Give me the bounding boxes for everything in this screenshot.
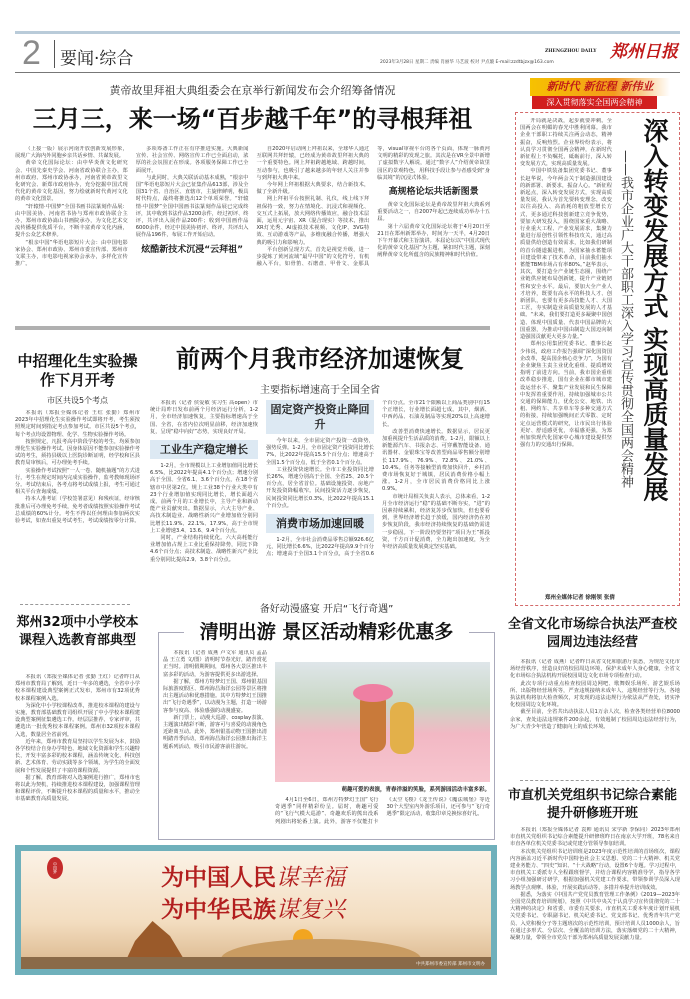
tourism-body: [163, 650, 267, 780]
feature-banner-top: 新时代 新征程 新伟业: [530, 78, 670, 96]
top-story-kicker: 黄帝故里拜祖大典组委会在京举行新闻发布会介绍筹备情况: [109, 84, 396, 97]
tourism-kicker: 备好动漫盛宴 开启“飞行奇遇”: [259, 604, 394, 615]
slogan-text: 为中华民族: [161, 897, 276, 923]
paragraph: （上接一版）展示河南开放创新发展形象，展现广大海内外同胞乡亲共话乡情、共谋发展。: [15, 146, 128, 160]
paragraph: 新门票上，动漫大巡游、cosplay表演、主题演出精彩不断，游客可与喜爱的动漫角色近距离互动。此外，郑州银基动物王国推出清明踏青季活动，郑州海昌海洋公园推出海洋主题系列活动，吸引市民游客前往游玩。: [163, 714, 267, 750]
paragraph: 1-2月，全市社会消费品零售总额926.6亿元，同比增长6.6%，比2022年提高9.9个百分点；增速高于全国3.1个百分点，高于全省0.6个百分点。全市21个限额以上商品类别中有15个正增长，行业增长面超七成。其中，烟酒、中西药品、石油及制品等实现20%以上高速增长。: [266, 400, 490, 558]
slogan-script: 谋幸福: [276, 865, 345, 891]
banner-credit: 中共郑州市委宣传部 郑州市文明办: [416, 962, 485, 967]
paragraph: 本报讯（郑报全媒体记者 袁帅 通讯员 宋学新 李保同）2023年郑州市直机关党组织书记综合素能提升研修班昨日在南京大学开班，78名来自市直各单位机关党委书记或党建分管领导参加培训。: [510, 827, 680, 848]
tourism-headline: 清明出游 景区活动精彩优惠多: [184, 619, 469, 645]
cadre-body: [510, 827, 680, 977]
paragraph: 黄帝文化国际论坛是黄帝故里拜祖大典系列重要活动之一，自2007年起已连续成功举办十五届。: [377, 202, 490, 223]
header-rule: [15, 72, 680, 73]
cadre-headline: 市直机关党组织书记综合素能提升研修班开班: [507, 788, 677, 821]
subheading: 消费市场加速回暖: [266, 514, 374, 533]
culture-headline: 全省文化市场综合执法严查校园周边违法经营: [507, 617, 677, 650]
paragraph: 4月1日至6日，郑州方特梦幻王国“飞行奇遇季”同样精彩纷呈。届时，萌趣可爱的“飞行气模大巡游”、奇趣欢乐的熊出没系列剧出将轮番上演。此外，游客不仅能打卡《太空飞梭》《龙王传说》《魔法城堡》等近30个大型室内外游乐项目，还可参与“飞行奇遇季”限定活动，收集印章兑换惊喜好礼。: [275, 797, 490, 825]
paragraph: 自2020年启动网上拜祖以来，全球华人通过互联网共拜轩辕，已经成为黄帝故里拜祖大典的一个重要特色。网上拜祖跨越地域、跨越时间，互动参与，也吸引了越来越多的年轻人关注并参与到拜祖大典中来。: [256, 146, 370, 181]
feature-byline: 郑州全媒体记者 徐刚领 张倩: [545, 595, 615, 601]
paragraph: 郑州公用集团党委书记、董事长赵少伟说，政府工作报告强调“深化国资国企改革，提高国企核心竞争力”，为国有企业聚焦主责主业优化重组、提质增效指明了前进方向。当前，我市国企重组改革稳步推进，国有企业在都市城市建设运营水平、聚集产业发展和民生保障中发挥着重要作用，持续加强城市公共交通的保障能力，优化公交、地铁、出租、网约车、共享单车等多种交通方式的衔接，持续加强晚间正式零散、定时定点运营模式的研究，让市民出行体验更好、舒适感更优，幸福感更强，为郑州加快现代化国家中心城市建设提供坚强有力的交通出行保障。: [520, 341, 612, 449]
subheading: 高规格论坛共话新图景: [388, 187, 479, 198]
economy-subtitle: 主要指标增速高于全国全省: [260, 385, 380, 396]
slogan-line-1: [161, 859, 345, 892]
culture-body: [510, 659, 680, 774]
tourism-photo: [275, 662, 490, 782]
feature-banner-sub: 深入贯彻落实全国两会精神: [532, 96, 657, 109]
paragraph: 黄帝文化国际论坛：由中华炎黄文化研究会、中国先秦史学会、河南省政协联合主办，郑州市政府、郑州市政协承办，河南省黄帝故里文化研究会、新郑市政府协办，充分挖掘中国式现代化的黄帝文化基因，努力绘就新时代黄河文化的黄帝文化图景。: [15, 160, 128, 203]
paragraph: “轩辕情·中国梦”全国书画书法篆刻作品展：由中国美协、河南省书协与郑州市政协联合主办，郑州市政协嵩山书画院承办，为文化艺术交流传播提供优质平台，不断丰富黄帝文化内涵，提升公众艺术修养。: [15, 203, 128, 239]
paragraph: 本报讯（记者 成燕）记者昨日从省文化和旅游厅获悉，为规范文化市场经营秩序，营造良好的校园周边环境，保护未成年人身心健康，全省文化市场综合执法机构开展校园周边文化市场专项检查行动。: [510, 659, 680, 680]
paragraph: 近年来，郑州市教育局坚持以学生发展为本，鼓励各学校结合自身办学特色、地域文化资源和学生兴趣特长，开发丰富多彩的校本课程，涵盖传统文化、科技创新、艺术体育、劳动实践等多个领域，为学生的全面发展和个性发展提供了丰富的课程资源。: [15, 738, 140, 774]
divider: [20, 604, 130, 605]
paragraph: 实验操作考试按照“一人一卷、随机抽题”的方式进行，考生在规定时间内完成实验操作，监考教师现场评分。考试结束后，各考点将考试成绩上报，考生可通过相关平台查询成绩。: [15, 467, 140, 496]
paragraph: 多项筹备工作正在有序推进实施。大典新闻宣传、社会宣传、网络宣传工作已全面启动，浓厚的社会氛围正在形成。各项服务保障工作已全面展开。: [135, 146, 249, 174]
economy-body: [150, 400, 490, 570]
paragraph: 本报讯（记者 成燕 卢文军 通讯员 孟晶晶 王立勇 文/图）清明时节春光好，踏青赏花正当时。清明假期期间，郑州各大景区推出丰富多彩的活动，为游客提供更多出游选择。: [163, 650, 267, 678]
paragraph: 据悉，为落实《中国共产党党员教育管理工作条例》《2019—2023年全国党员教育培训规划》，按照《中共中央关于认真学习宣传贯彻党的二十大精神的决定》和省委、市委有关要求，市直机关工委本年度计划开展机关党委书记、专职副书记、机关纪委书记、党支部书记、优秀青年共产党员、入党积极分子等主题班次的示范性培训，预计培训人员1000余人，旨在通过多形式、分层次、全覆盖的培训方法，落实落细党的二十大精神，凝聚力量，带领全市党员干部为郑州高质量发展贡献力量。: [510, 891, 680, 942]
paragraph: 据了解，郑州方特梦幻王国、郑州银基国际旅游度假区、郑州海昌海洋公园等景区将推出主题活动和优惠措施。其中方特梦幻王国推出“飞行奇遇季”，以动漫为主题，打造一场游客参与度高、体验感强的动漫盛宴。: [163, 678, 267, 714]
paragraph: 截至目前，全省共出动执法人员1万余人次，检查各类经营单位8000余家，查处违法违规案件200余起，有效遏制了校园周边违法经营行为，为广大青少年营造了健康向上的成长环境。: [510, 709, 680, 730]
curriculum-headline: 郑州32项中小学校本课程入选教育部典型: [16, 615, 139, 648]
public-service-banner: [15, 845, 497, 975]
paragraph: 按照规定，凡报考高中阶段学校的考生，均须参加理化生实验操作考试。因身体原因不能参加实验操作考试的考生，须持县级以上医院诊断证明，经学校和区县教育局审核后，可办理免考手续。: [15, 438, 140, 467]
paragraph: 1-2月，全市规模以上工业增加值同比增长6.5%，比2022年提高4.1个百分点；增速分别高于全国、全省6.1、3.6个百分点，在18个省辖市中居第2位。规上工业38个行业大类中有23个行业增加值实现同比增长，增长面超六成。前两个月的工业增长中，主导产业和新动能产业贡献突出。数据显示，六大主导产业、高技术制造业、战略性新兴产业增加值分别同比增长11.9%、22.1%、17.9%，高于全市规上工业增速3.4、13.6、9.4个百分点。: [150, 463, 258, 534]
subheading: 工业生产稳定增长: [150, 440, 258, 459]
top-story-headline: 三月三，来一场“百步越千年”的寻根拜祖: [32, 105, 473, 133]
exam-subtitle: 市区共设5个考点: [46, 396, 109, 405]
english-name: ZHENGZHOU DAILY: [545, 49, 597, 54]
newspaper-logo: 郑州日报: [610, 42, 678, 62]
divider: [54, 40, 55, 68]
dateline: 2023年3月28日 星期二 责编 肖丽华 马艺波 校对 尹点璇 E-mail:zzdtbjzx@163.com: [380, 60, 554, 65]
paragraph: 今年以来，全市固定资产投资一改降势，强势反弹。1-2月，全市固定资产投资同比增长7%，比2022年提高15.5个百分点；增速高于全国1.5个百分点，低于全省0.1个百分点。: [266, 438, 374, 466]
paragraph: 中国中铁装备集团党委书记、董事长赵华说，今年两会关于制造强国建设的新部署、新要求，振奋人心。“新征程新起点，深入转变发展方式，实现高质量发展，我认为首先要转变理念，改变以往高投入、高消耗的粗放型增长方式，更多通过科技创新建立竞争优势，要加大研发投入，围绕国家重大战略、行业重大工程、产业发展需求，集聚力量进行原创性引领性科技攻关，通过高质量供给创造有效需求，比如我们研制的首台隧道掘进机，为国家抽水蓄能项目建设带来了技术革命，目前我们抽水蓄能TBM市场占有率80%。”赵华表示，其次，要打造全产业链生态圈，围绕产业链供应链布局创新链，提升产业链韧性和安全水平。最后，要加大全产业人才培养，既要有高水平的科技人才、创新团队，也要有更多高技能人才、大国工匠，夯实制造业高质量发展的人才基础。“未来，我们要打造更多凝聚中国创造、体现中国质量、代表中国品牌的大国重器，为推动中国由制造大国迈向制造强国贡献更大更多力量。”: [520, 168, 612, 341]
paragraph: 与此同时，大典关联活动基本成熟，“根亲中国”华语电影短片大会已征集作品613部，涉及全国31个省、自治区、直辖市，主旋律鲜明，极具时代特点，最终将推选出12个单项荣誉。“轩辕情·中国梦”全国中国画书法篆刻作品展已完成终评，其中收到书法作品3200余件，经过初评、终评，共评出入展作品200件；收到中国画作品6000余件，经过中国美协初评、终评，共评出入展作品196件，布展工作开始启动。: [135, 174, 249, 239]
paragraph: 开局就是决战，起步就要冲刺。全国两会在明媚的春光中胜利闭幕。我市企业干部职工持续关注两会动态，精神振奋，反响热烈。企业界纷纷表示，将认真学习贯彻全国两会精神，在新时代新征程上不负嘱托，砥砺前行，深入转变发展方式，实现高质量发展。: [520, 118, 612, 168]
paragraph: 据了解，教育部将对入选案例进行推广，郑州市也将以此为契机，持续推进校本课程建设，加强课程管理和课程评价，不断提升校本课程的质量和水平，推动全市基础教育高质量发展。: [15, 774, 140, 803]
slogan-text: 为中国人民: [161, 865, 276, 891]
photo-caption: 萌趣可爱的表演，青春洋溢的笑脸，系列游园活动丰富多彩。: [341, 787, 490, 793]
paragraph: 网上拜祖平台按照礼制、礼仪，线上线下拜祖保持一致，努力在情境化、沉浸式和视频化、交互式上拓展，放大网络传播效应，融合技术层面，运用元宇宙、XR（混合现实）等技术，推出XR灯光秀、AI虚拟技术视频、文化IP、3VG特效、互动游戏等产品，多维度融合传播，增强大典的吸引力和影响力。: [256, 196, 370, 246]
economy-headline: 前两个月我市经济加速恢复: [176, 345, 464, 373]
paragraph: 本报讯（郑报全媒体记者 张勤 王红）记者昨日从郑州市教育局了解到，近日一年多的遴选，全省中小学校本课程建设典型案例正式发布，郑州市有32项优秀校本课程案例入选。: [15, 674, 140, 702]
divider: [520, 780, 670, 781]
paragraph: 第十六届黄帝文化国际论坛将于4月20日至21日在郑州新郑举办，时间为一天半，4月20日下午开幕式和主旨演讲。本届论坛以“中国式现代化的黄帝文化基因”为主题，紧扣时代主题，深刻阐释黄帝文化所蕴含的民族精神和时代价值。: [377, 223, 490, 259]
feature-body: [520, 118, 612, 588]
feature-subtitle: ——我市企业广大干部职工深入学习宣传贯彻全国两会精神: [618, 150, 633, 488]
page-number: 2: [22, 34, 41, 72]
top-story-body: [15, 146, 490, 322]
heart-balloon-icon: [353, 684, 393, 702]
paragraph: 本次机关党组织书记培训班是2023年度示范性培训的首场班次，课程内容涵盖习近平新时代中国特色社会主义思想、党的二十大精神、机关党建业务能力、“四史”知识、“十大战略”行动，设置6个专题。学习过程中，市直机关工委派专人全程跟班督学，并结合课程内容精准导学，指导各学习小组加强研讨研学，根据加强机关党建工作要求，带领参训学员深入现场教学点观摩、体验，开展实践活动等，多措并举提升培训成效。: [510, 848, 680, 891]
paragraph: 改善型消费快速增长。数据显示，居民更加重视提升生活品质的消费。1-2月，限额以上新能源汽车、书报杂志、可穿戴智能设备、通讯器材、金银珠宝等改善型商品零售额分别增长117.9%、76.9%、72.8%、21.0%、10.4%。任务等接触型消费加快回升，乡村消费市场恢复好于城镇，居民消费价格小幅上涨。1-2月，全市居民消费价格同比上涨0.9%。: [382, 428, 490, 493]
top-rule: [15, 31, 680, 34]
feature-headline: 深入转变发展方式 实现高质量发展: [640, 118, 669, 502]
tourism-body-2: [275, 797, 490, 835]
paragraph: 本报讯（记者 侯爱敏 实习生 高open）市统计局昨日发布前两个月经济运行分析，1-2月，全市经济加速恢复，主要指标增速高于全国、全省，在省内位次明显前移，经济加速恢复，呈现“稳中向好”态势，实现良好开局。: [150, 400, 258, 435]
exam-body: [15, 410, 140, 596]
paragraph: 平台创新呈现方式，首先是视觉升级，进一步提炼了黄河流域“最早中国”的文化符号，有机融入平台，如骨笛、石磨盘、甲骨文、金那具等，visual审视平台的各个页面，体现一脉黄河文明的精彩的发现之旅。其次是在VR全景中新增了虚拟数字人解说，通过“数字人”介绍黄帝故里园区的景观特色，用科技手段让参与者感受到“身临其境”的沉浸式体验。: [256, 146, 490, 268]
paragraph: 同时，产业结构持续优化。六大高耗能行业增加值占规上工业比重保持降势，同比下降4.6个百分点；高技术制造、战略性新兴产业比重分别同比提高2.9、3.8个百分点。: [150, 535, 258, 563]
slogan-script: 谋复兴: [276, 897, 345, 923]
paragraph: 工业投资快速增长。全市工业投资同比增长26%，增速分别高于全国、全省25、20.5个百分点，居全省首位。基础设施投资、房地产开发投资降幅收窄。民间投资活力逐步恢复，民间投资同比增长0.3%，比2022年提高15.1个百分点。: [266, 466, 374, 509]
paragraph: “根亲中国”华语电影短片大会：由中国电影家协会、郑州市政协、郑州市委宣传部、郑州市文联主办，市电影电视家协会承办，多样化宣传推广。: [15, 239, 128, 268]
exam-headline: 中招理化生实验操作下月开考: [17, 352, 138, 389]
section-divider: [15, 326, 490, 330]
paragraph: 本报讯（郑报全媒体记者 王红 张勤）郑州市2023年中招理化生实验操作考试即将开考，考生须按照规定时间到指定考点参加考试。市区共设5个考点，每个考点均设置物理、化学、生物实验操作考场。: [15, 410, 140, 438]
paragraph: 市统计局相关负责人表示，总体来看，1-2月全市经济运行“稳”的基础不断夯实，“进”的因素持续累积，经济复苏步伐加快，但也要看到，世界经济增长趋于放缓，国内经济仍在初步恢复阶段，我市经济持续恢复的基础仍需进一步稳固。下一阶段仍要坚持“项目为王”抓投资，千方百计促消费，全力跑出加速度，为全年经济高质量发展奠定坚实基础。: [382, 493, 490, 551]
subheading: 固定资产投资止降回升: [266, 400, 374, 434]
seal-icon: 中国梦: [47, 857, 63, 879]
paragraph: 此次专项行动重点检查校园周边网吧、歌舞娱乐场所、游艺娱乐场所、出版物经营场所等，严查违规接纳未成年人、违规经营等行为。各地执法机构将加大检查频次，对发现的违法违规行为依法从严查处，切实净化校园周边文化环境。: [510, 680, 680, 709]
bear-mascot-icon: [390, 702, 414, 754]
section-title: 要闻·综合: [60, 49, 134, 69]
paragraph: 为深化中小学校课程改革，推进校本课程的建设与实施，教育部基础教育司组织开展了中小学校本课程建设典型案例征集遴选工作。经层层推荐、专家评审，共遴选出一批优秀校本课程案例。郑州市32项校本课程入选，数量居全省前列。: [15, 702, 140, 738]
slogan-line-2: [161, 891, 345, 924]
paragraph: 持本人准考证（学校签署意见）和残疾证，经审核批准后可办理免考手续，免考者成绩按照实验操作考试总成绩的60%计分。考生不得以任何理由参加两次实验考试，如查出重复考试考生，考试成绩按零分计算。: [15, 496, 140, 525]
paragraph: 今年网上拜祖根据大典要求，结合新技术，做了全新升级。: [256, 182, 370, 196]
subheading: 炫酷新技术沉浸“云拜祖”: [141, 244, 244, 255]
